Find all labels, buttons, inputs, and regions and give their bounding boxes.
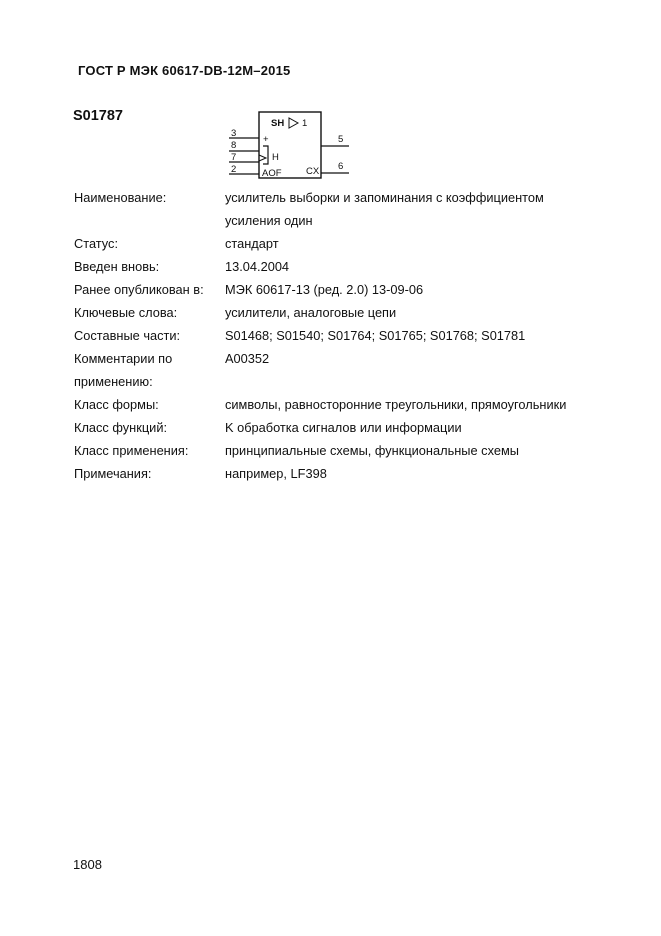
- property-row: [74, 186, 594, 232]
- property-label: Класс функций:: [74, 420, 168, 435]
- property-label: Введен вновь:: [74, 259, 160, 274]
- properties-table: [74, 186, 594, 485]
- property-value: усилитель выборки и запоминания с коэффициентом усиления один: [225, 190, 544, 228]
- property-label: Примечания:: [74, 466, 152, 481]
- h-group-bracket: [263, 146, 268, 164]
- amplifier-triangle-icon: [289, 118, 298, 128]
- symbol-code: S01787: [73, 108, 123, 124]
- property-row: [74, 416, 594, 439]
- property-row: [74, 232, 594, 255]
- property-value: S01468; S01540; S01764; S01765; S01768; S01781: [225, 328, 526, 343]
- pin-label-5: 5: [338, 134, 344, 145]
- property-value: например, LF398: [225, 466, 327, 481]
- aof-label-text: AOF: [262, 168, 282, 179]
- property-label: Ключевые слова:: [74, 305, 178, 320]
- property-row: [74, 301, 594, 324]
- plus-label-text: +: [263, 134, 269, 145]
- pin-label-2: 2: [231, 164, 237, 175]
- property-value: усилители, аналоговые цепи: [225, 305, 397, 320]
- property-label: Составные части:: [74, 328, 181, 343]
- dynamic-input-icon: [259, 155, 266, 161]
- sample-hold-amplifier-symbol: [225, 110, 365, 180]
- symbol-qualifier-text: SH: [271, 118, 285, 129]
- property-value: стандарт: [225, 236, 279, 251]
- pin-label-7: 7: [231, 152, 237, 163]
- property-value: символы, равносторонние треугольники, прямоугольники: [225, 397, 567, 412]
- property-value: A00352: [225, 351, 270, 366]
- pin-label-6: 6: [338, 161, 344, 172]
- property-label: Комментарии по применению:: [74, 351, 173, 389]
- property-label: Класс применения:: [74, 443, 189, 458]
- property-value: принципиальные схемы, функциональные схемы: [225, 443, 519, 458]
- property-row: [74, 393, 594, 416]
- property-row: [74, 324, 594, 347]
- property-label: Ранее опубликован в:: [74, 282, 204, 297]
- h-label-text: H: [272, 152, 279, 163]
- property-row: [74, 347, 594, 393]
- property-row: [74, 462, 594, 485]
- document-header: ГОСТ Р МЭК 60617-DB-12M–2015: [78, 63, 291, 78]
- page-number: 1808: [73, 857, 102, 872]
- property-value: 13.04.2004: [225, 259, 290, 274]
- pin-label-8: 8: [231, 140, 237, 151]
- property-value: МЭК 60617-13 (ред. 2.0) 13-09-06: [225, 282, 424, 297]
- property-row: [74, 278, 594, 301]
- triangle-label-text: 1: [302, 118, 308, 129]
- property-value: K обработка сигналов или информации: [225, 420, 462, 435]
- cx-label-text: CX: [306, 166, 320, 177]
- property-label: Наименование:: [74, 190, 167, 205]
- pin-label-3: 3: [231, 128, 237, 139]
- property-row: [74, 255, 594, 278]
- property-label: Статус:: [74, 236, 119, 251]
- property-row: [74, 439, 594, 462]
- property-label: Класс формы:: [74, 397, 159, 412]
